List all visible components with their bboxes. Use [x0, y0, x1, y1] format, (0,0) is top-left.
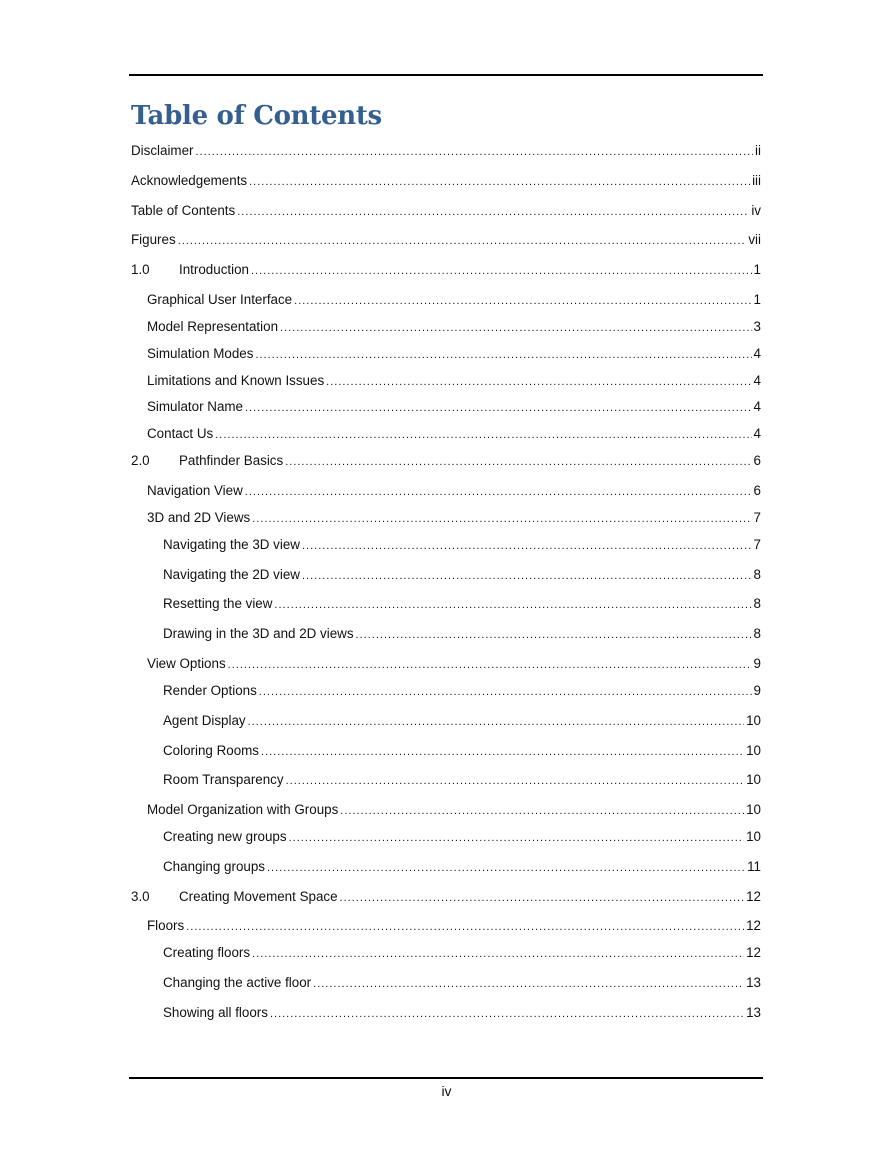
toc-entry-label: Pathfinder Basics — [179, 453, 284, 468]
toc-page-number: 8 — [753, 567, 761, 582]
toc-entry-label: Floors — [147, 918, 185, 933]
toc-leader — [252, 946, 744, 962]
toc-page-number: 6 — [753, 483, 761, 498]
toc-entry-pathfinder-basics[interactable] — [131, 453, 761, 470]
toc-page-number: 4 — [753, 346, 761, 361]
toc-page-number: 10 — [746, 713, 761, 728]
toc-leader — [248, 714, 744, 730]
toc-entry-table-of-contents[interactable] — [131, 203, 761, 220]
toc-leader — [261, 744, 744, 760]
toc-entry-resetting-the-view[interactable] — [163, 596, 761, 613]
toc-leader — [302, 568, 752, 584]
toc-entry-label: Drawing in the 3D and 2D views — [163, 626, 354, 641]
toc-leader — [259, 684, 752, 700]
toc-page-number: 13 — [746, 975, 761, 990]
toc-entry-introduction[interactable] — [131, 262, 761, 279]
toc-entry-floors[interactable] — [147, 918, 761, 935]
toc-entry-label: Figures — [131, 232, 176, 247]
toc-entry-label: Creating floors — [163, 945, 251, 960]
toc-page-number: vii — [748, 232, 761, 247]
toc-entry-room-transparency[interactable] — [163, 772, 761, 789]
toc-entry-navigating-the-2d-view[interactable] — [163, 567, 761, 584]
toc-entry-limitations-and-known-issues[interactable] — [147, 373, 761, 390]
toc-entry-label: Model Organization with Groups — [147, 802, 339, 817]
toc-page-number: 1 — [753, 292, 761, 307]
header-rule — [129, 74, 763, 76]
toc-entry-simulation-modes[interactable] — [147, 346, 761, 363]
toc-page-number: 10 — [746, 772, 761, 787]
page-title: Table of Contents — [131, 101, 382, 131]
toc-entry-render-options[interactable] — [163, 683, 761, 700]
toc-leader — [313, 976, 744, 992]
toc-leader — [294, 293, 751, 309]
toc-leader — [215, 427, 751, 443]
toc-entry-coloring-rooms[interactable] — [163, 743, 761, 760]
toc-leader — [178, 233, 747, 249]
toc-leader — [196, 144, 754, 160]
toc-entry-label: Changing groups — [163, 859, 265, 874]
toc-entry-label: Simulator Name — [147, 399, 243, 414]
page-number: iv — [441, 1083, 452, 1099]
toc-entry-label: Agent Display — [163, 713, 246, 728]
toc-entry-model-organization-with-groups[interactable] — [147, 802, 761, 819]
toc-page-number: 4 — [753, 373, 761, 388]
toc-entry-changing-groups[interactable] — [163, 859, 761, 876]
toc-leader — [245, 484, 752, 500]
toc-entry-figures[interactable] — [131, 232, 761, 249]
toc-leader — [302, 538, 752, 554]
toc-entry-creating-new-groups[interactable] — [163, 829, 761, 846]
toc-entry-label: Coloring Rooms — [163, 743, 260, 758]
toc-leader — [228, 657, 752, 673]
toc-leader — [286, 773, 745, 789]
toc-entry-label: Limitations and Known Issues — [147, 373, 325, 388]
toc-leader — [270, 1006, 744, 1022]
toc-entry-label: Showing all floors — [163, 1005, 268, 1020]
toc-leader — [245, 400, 752, 416]
toc-entry-label: Render Options — [163, 683, 257, 698]
toc-section-number: 2.0 — [131, 453, 150, 468]
toc-leader — [255, 347, 751, 363]
toc-entry-label: View Options — [147, 656, 226, 671]
toc-page-number: 12 — [746, 945, 761, 960]
toc-page-number: 6 — [753, 453, 761, 468]
toc-page-number: 13 — [746, 1005, 761, 1020]
toc-entry-label: Graphical User Interface — [147, 292, 293, 307]
toc-entry-label: Introduction — [179, 262, 249, 277]
toc-entry-3d-and-2d-views[interactable] — [147, 510, 761, 527]
toc-page-number: 11 — [747, 859, 761, 874]
toc-section-number: 1.0 — [131, 262, 150, 277]
footer-rule — [129, 1077, 763, 1079]
toc-leader — [326, 374, 751, 390]
toc-leader — [289, 830, 745, 846]
toc-entry-simulator-name[interactable] — [147, 399, 761, 416]
toc-page-number: 9 — [753, 656, 761, 671]
toc-page-number: 3 — [753, 319, 761, 334]
toc-entry-drawing-in-the-3d-and-2d-views[interactable] — [163, 626, 761, 643]
toc-section-number: 3.0 — [131, 889, 150, 904]
toc-page-number: 7 — [753, 537, 761, 552]
toc-leader — [249, 174, 750, 190]
toc-entry-label: Disclaimer — [131, 143, 194, 158]
toc-leader — [237, 204, 749, 220]
toc-leader — [356, 627, 752, 643]
toc-entry-agent-display[interactable] — [163, 713, 761, 730]
toc-page-number: 10 — [746, 829, 761, 844]
toc-page-number: 1 — [753, 262, 761, 277]
toc-entry-showing-all-floors[interactable] — [163, 1005, 761, 1022]
toc-entry-label: Creating new groups — [163, 829, 287, 844]
toc-entry-label: Resetting the view — [163, 596, 273, 611]
toc-entry-label: Simulation Modes — [147, 346, 254, 361]
toc-entry-label: Table of Contents — [131, 203, 236, 218]
toc-page-number: 7 — [753, 510, 761, 525]
toc-leader — [340, 890, 745, 906]
toc-page-number: 4 — [753, 399, 761, 414]
toc-entry-label: Navigating the 3D view — [163, 537, 300, 552]
toc-entry-label: Model Representation — [147, 319, 279, 334]
toc-page-number: 12 — [746, 918, 761, 933]
toc-leader — [251, 263, 752, 279]
toc-page-number: 10 — [746, 802, 761, 817]
toc-entry-disclaimer[interactable] — [131, 143, 761, 160]
toc-page-number: 8 — [753, 596, 761, 611]
toc-leader — [252, 511, 751, 527]
toc-entry-creating-movement-space[interactable] — [131, 889, 761, 906]
toc-leader — [285, 454, 751, 470]
toc-entry-navigation-view[interactable] — [147, 483, 761, 500]
toc-entry-label: Creating Movement Space — [179, 889, 338, 904]
toc-leader — [280, 320, 752, 336]
toc-page-number: 9 — [753, 683, 761, 698]
toc-leader — [186, 919, 744, 935]
toc-entry-acknowledgements[interactable] — [131, 173, 761, 190]
toc-entry-creating-floors[interactable] — [163, 945, 761, 962]
toc-page-number: iii — [752, 173, 761, 188]
toc-entry-label: Navigation View — [147, 483, 243, 498]
toc-page-number: 10 — [746, 743, 761, 758]
toc-entry-label: Room Transparency — [163, 772, 284, 787]
toc-entry-graphical-user-interface[interactable] — [147, 292, 761, 309]
toc-entry-label: 3D and 2D Views — [147, 510, 251, 525]
toc-page-number: 8 — [753, 626, 761, 641]
toc-page-number: ii — [755, 143, 761, 158]
toc-page-number: 4 — [753, 426, 761, 441]
toc-entry-changing-the-active-floor[interactable] — [163, 975, 761, 992]
toc-entry-navigating-the-3d-view[interactable] — [163, 537, 761, 554]
toc-entry-contact-us[interactable] — [147, 426, 761, 443]
toc-entry-label: Navigating the 2D view — [163, 567, 300, 582]
toc-leader — [267, 860, 745, 876]
toc-entry-label: Changing the active floor — [163, 975, 312, 990]
toc-leader — [340, 803, 744, 819]
toc-page-number: 12 — [746, 889, 761, 904]
toc-entry-label: Contact Us — [147, 426, 214, 441]
toc-leader — [274, 597, 751, 613]
toc-entry-model-representation[interactable] — [147, 319, 761, 336]
toc-page-number: iv — [751, 203, 761, 218]
toc-entry-label: Acknowledgements — [131, 173, 248, 188]
toc-entry-view-options[interactable] — [147, 656, 761, 673]
